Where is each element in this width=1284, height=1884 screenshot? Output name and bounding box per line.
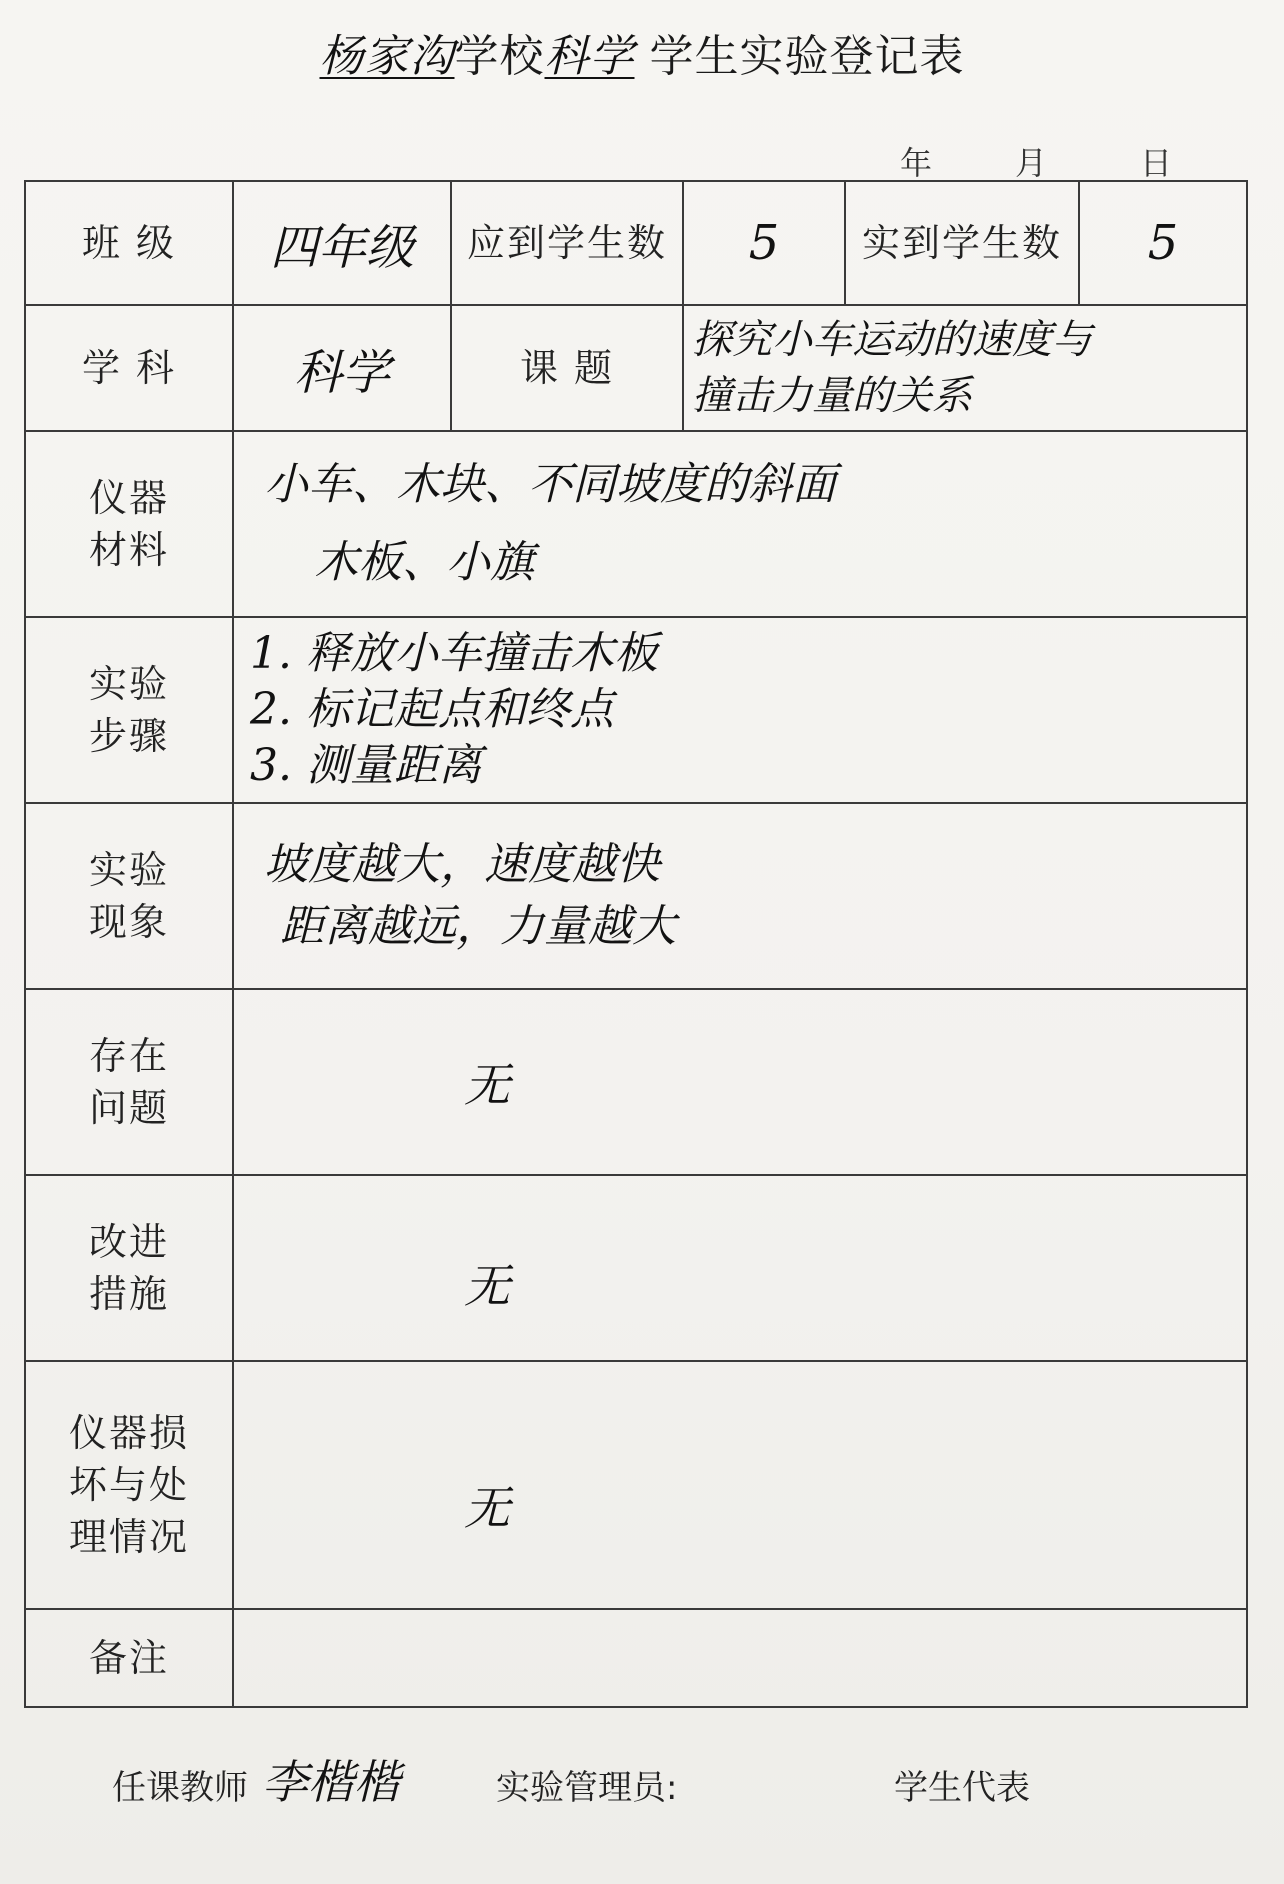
date-day-label: 日 — [1140, 144, 1173, 182]
row-subject — [25, 305, 1247, 431]
actual-students-value: 5 — [1079, 181, 1247, 305]
steps-line-2: 2. 标记起点和终点 — [250, 684, 614, 735]
signature-footer — [0, 1752, 1284, 1812]
topic-value — [683, 305, 1247, 431]
class-value: 四年级 — [233, 181, 451, 305]
steps-label-line-1: 实验 — [88, 662, 169, 706]
improve-value-text: 无 — [464, 1259, 510, 1313]
teacher-label: 任课教师 — [112, 1768, 248, 1808]
expected-students-value: 5 — [683, 181, 845, 305]
row-damage — [25, 1361, 1247, 1609]
materials-label — [25, 431, 233, 617]
steps-label — [25, 617, 233, 803]
materials-label-line-2: 材料 — [88, 528, 169, 572]
problems-label — [25, 989, 233, 1175]
phenomena-line-2: 距离越远，力量越大 — [280, 901, 676, 952]
student-rep-label: 学生代表 — [894, 1768, 1030, 1808]
school-suffix: 学校 — [454, 31, 545, 82]
row-class — [25, 181, 1247, 305]
materials-line-2: 木板、小旗 — [314, 537, 534, 588]
date-month-label: 月 — [1015, 144, 1048, 182]
improve-label — [25, 1175, 233, 1361]
actual-students-label: 实到学生数 — [845, 181, 1079, 305]
subject-label: 学 科 — [25, 305, 233, 431]
date-row — [900, 138, 1180, 182]
problems-value — [233, 989, 1247, 1175]
row-steps — [25, 617, 1247, 803]
phenomena-label — [25, 803, 233, 989]
improve-label-line-1: 改进 — [88, 1220, 169, 1264]
damage-value-text: 无 — [464, 1481, 510, 1535]
damage-label — [25, 1361, 233, 1609]
class-label: 班 级 — [25, 181, 233, 305]
steps-line-3: 3. 测量距离 — [250, 740, 482, 791]
phenomena-value — [233, 803, 1247, 989]
materials-label-line-1: 仪器 — [88, 476, 169, 520]
notes-value — [233, 1609, 1247, 1707]
materials-value — [233, 431, 1247, 617]
topic-label: 课 题 — [451, 305, 683, 431]
steps-value — [233, 617, 1247, 803]
lab-admin-label: 实验管理员: — [496, 1768, 678, 1808]
date-year-label: 年 — [900, 144, 933, 182]
school-name-handwritten: 杨家沟 — [319, 31, 455, 82]
phenomena-label-line-1: 实验 — [88, 848, 169, 892]
form-title-text: 学生实验登记表 — [649, 31, 965, 82]
phenomena-line-1: 坡度越大，速度越快 — [264, 839, 660, 890]
damage-label-line-3: 理情况 — [68, 1515, 189, 1559]
row-materials — [25, 431, 1247, 617]
materials-line-1: 小车、木块、不同坡度的斜面 — [264, 459, 836, 510]
subject-value: 科学 — [233, 305, 451, 431]
row-phenomena — [25, 803, 1247, 989]
notes-label: 备注 — [25, 1609, 233, 1707]
row-problems — [25, 989, 1247, 1175]
subject-handwritten: 科学 — [544, 31, 635, 82]
improve-label-line-2: 措施 — [88, 1272, 169, 1316]
row-improvements — [25, 1175, 1247, 1361]
row-notes — [25, 1609, 1247, 1707]
damage-value — [233, 1361, 1247, 1609]
damage-label-line-1: 仪器损 — [68, 1411, 189, 1455]
topic-line-1: 探究小车运动的速度与 — [692, 317, 1092, 363]
steps-line-1: 1. 释放小车撞击木板 — [250, 628, 658, 679]
problems-label-line-2: 问题 — [88, 1086, 169, 1130]
damage-label-line-2: 坏与处 — [68, 1463, 189, 1507]
improve-value — [233, 1175, 1247, 1361]
registration-table — [24, 180, 1248, 1708]
problems-label-line-1: 存在 — [88, 1034, 169, 1078]
form-title — [0, 20, 1284, 84]
expected-students-label: 应到学生数 — [451, 181, 683, 305]
teacher-signature: 李楷楷 — [262, 1755, 400, 1809]
topic-line-2: 撞击力量的关系 — [692, 373, 972, 419]
problems-value-text: 无 — [464, 1058, 510, 1112]
steps-label-line-2: 步骤 — [88, 714, 169, 758]
phenomena-label-line-2: 现象 — [88, 900, 169, 944]
